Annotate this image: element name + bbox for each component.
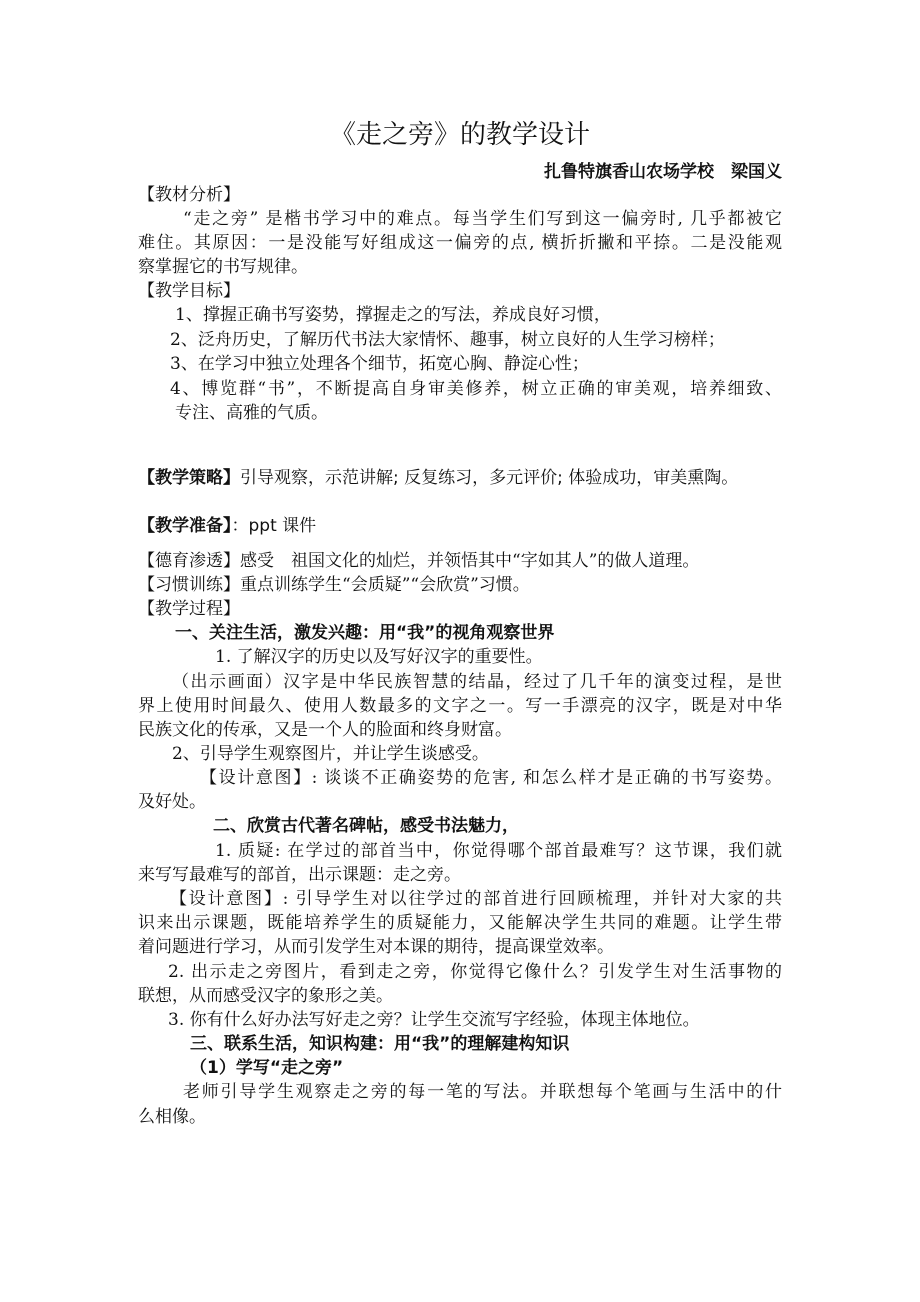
strategy-text: 引导观察，示范讲解; 反复练习，多元评价; 体验成功，审美熏陶。: [240, 468, 739, 488]
process-item: 1. 了解汉字的历史以及写好汉字的重要性。: [215, 647, 543, 667]
process-step-heading: 一、关注生活，激发兴趣：用“我”的视角观察世界: [175, 623, 555, 643]
prep-line: [138, 514, 316, 538]
habit-text: 重点训练学生“会质疑”“会欣赏”习惯。: [240, 575, 530, 595]
process-paragraph-line: 界上使用时间最久、使用人数最多的文字之一。写一手漂亮的汉字，既是对中华: [138, 696, 782, 716]
analysis-line: 察掌握它的书写规律。: [138, 257, 308, 277]
moral-label: 【德育渗透】: [138, 551, 240, 571]
design-intent-line: 及好处。: [138, 792, 206, 812]
strategy-label: 【教学策略】: [138, 468, 240, 488]
author-line: 扎鲁特旗香山农场学校 梁国义: [544, 162, 782, 182]
section-heading-goals: 【教学目标】: [138, 281, 240, 301]
process-step-heading: 三、联系生活，知识构建：用“我”的理解建构知识: [190, 1034, 570, 1054]
goal-item: 3、在学习中独立处理各个细节，拓宽心胸、静淀心性；: [170, 354, 589, 374]
design-intent-line: 着问题进行学习，从而引发学生对本课的期待，提高课堂效率。: [138, 937, 614, 957]
process-item: 联想，从而感受汉字的象形之美。: [138, 986, 393, 1006]
document-title: 《走之旁》的教学设计: [329, 120, 590, 150]
process-paragraph-line: 民族文化的传承，又是一个人的脸面和终身财富。: [138, 720, 512, 740]
analysis-line: 难住。其原因：一是没能写好组成这一偏旁的点, 横折折撇和平捺。二是没能观: [138, 233, 782, 253]
analysis-line: “走之旁” 是楷书学习中的难点。每当学生们写到这一偏旁时, 几乎都被它: [183, 209, 782, 229]
process-item: 来写写最难写的部首，出示课题：走之旁。: [138, 865, 461, 885]
process-paragraph-line: （出示画面）汉字是中华民族智慧的结晶，经过了几千年的演变过程，是世: [172, 672, 782, 692]
process-step-heading: 二、欣赏古代著名碑帖，感受书法魅力，: [213, 816, 519, 836]
prep-label: 【教学准备】: [138, 516, 232, 536]
section-heading-analysis: 【教材分析】: [138, 185, 240, 205]
process-item: 2. 出示走之旁图片，看到走之旁，你觉得它像什么？引发学生对生活事物的: [168, 962, 782, 982]
process-subheading: （1）学写“走之旁”: [190, 1058, 344, 1078]
goal-item: 专注、高雅的气质。: [175, 403, 328, 423]
goal-item: 4、博览群“书”，不断提高自身审美修养，树立正确的审美观，培养细致、: [170, 379, 782, 399]
process-item: 1. 质疑: 在学过的部首当中，你觉得哪个部首最难写？这节课，我们就: [215, 841, 782, 861]
design-intent-line: 【设计意图】: 谈谈不正确姿势的危害, 和怎么样才是正确的书写姿势。: [200, 768, 782, 788]
moral-text: 感受 祖国文化的灿烂，并领悟其中“字如其人”的做人道理。: [240, 551, 700, 571]
goal-item: 2、泛舟历史，了解历代书法大家情怀、趣事，树立良好的人生学习榜样；: [170, 330, 725, 350]
moral-line: [138, 549, 699, 573]
habit-label: 【习惯训练】: [138, 575, 240, 595]
goal-item: 1、撑握正确书写姿势，撑握走之的写法，养成良好习惯，: [175, 305, 611, 325]
process-item: 2、引导学生观察图片，并让学生谈感受。: [172, 744, 489, 764]
process-paragraph-line: 老师引导学生观察走之旁的每一笔的写法。并联想每个笔画与生活中的什: [183, 1082, 782, 1102]
design-intent-line: 识来出示课题，既能培养学生的质疑能力，又能解决学生共同的难题。让学生带: [138, 913, 782, 933]
process-paragraph-line: 么相像。: [138, 1107, 206, 1127]
prep-text: ：ppt 课件: [231, 516, 317, 536]
strategy-line: [138, 466, 738, 490]
section-heading-process: 【教学过程】: [138, 599, 240, 619]
design-intent-line: 【设计意图】: 引导学生对以往学过的部首进行回顾梳理，并针对大家的共: [170, 889, 782, 909]
process-item: 3. 你有什么好办法写好走之旁？让学生交流写字经验，体现主体地位。: [168, 1010, 700, 1030]
habit-line: [138, 573, 530, 597]
